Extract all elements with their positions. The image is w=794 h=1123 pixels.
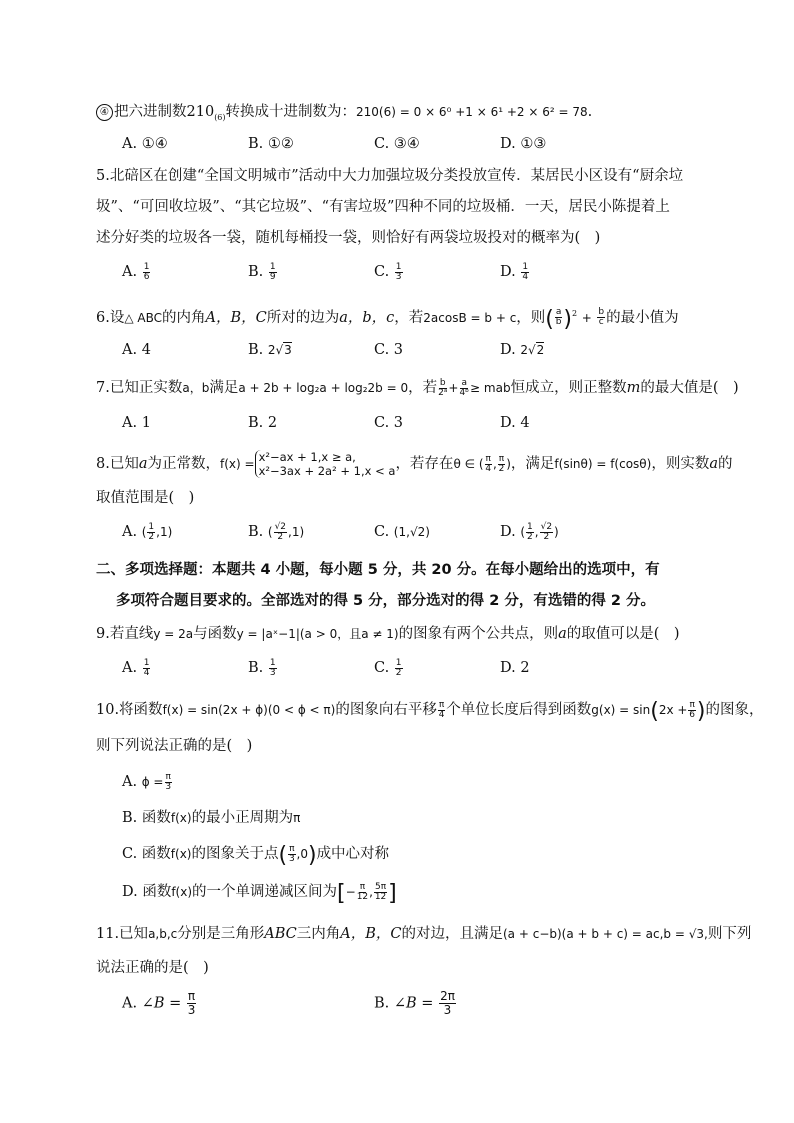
q6-stem: 6.设△ ABC的内角A，B，C所对的边为a，b，c，若2acosB = b + c，则( $\frac{a}{b}$ )$^2$ + $\frac{b}{c}$ 的最小值为 (96, 306, 679, 332)
q11-option-b: B. ∠B = $\frac{2\pi}{3}$ (374, 989, 455, 1017)
q9-option-d: D. 2 (500, 660, 530, 676)
q7-option-b: B. 2 (248, 415, 278, 431)
q6-option-a: A. 4 (122, 342, 151, 358)
section-2-line-2: 多项符合题目要求的。全部选对的得 5 分，部分选对的得 2 分，有选错的得 2 分。 (116, 593, 656, 609)
q10-option-a: A. ϕ = $\frac{\pi}{3}$ (122, 771, 172, 792)
q5-line-1: 5.北碚区在创建“全国文明城市”活动中大力加强垃圾分类投放宣传．某居民小区设有“厨余垃 (96, 168, 684, 184)
q4-option-d: D. ①③ (500, 136, 547, 152)
q10-line-2: 则下列说法正确的是( ) (96, 738, 253, 754)
q8-line-2: 取值范围是( ) (96, 490, 195, 506)
q7-option-c: C. 3 (374, 415, 404, 431)
q11-line-2: 说法正确的是( ) (96, 960, 209, 976)
q8-option-b: B. ( $\frac{√2}{2}$ ,1) (248, 521, 305, 542)
q5-line-2: 圾”、“可回收垃圾”、“其它垃圾”、“有害垃圾”四种不同的垃圾桶．一天，居民小陈提着上 (96, 199, 670, 215)
circled-number: ④ (96, 104, 113, 121)
q5-option-b: B. $\frac{1}{9}$ (248, 261, 276, 282)
q5-option-a: A. $\frac{1}{6}$ (122, 261, 150, 282)
q11-option-a: A. ∠B = $\frac{\pi}{3}$ (122, 989, 196, 1017)
q6-option-b: B. 2√3 (248, 342, 292, 358)
q8-stem: 8.已知a为正常数，f(x) = x²−ax + 1,x ≥ a, x²−3ax + 2a² + 1,x < a，若存在θ ∈ ( $\frac{\pi}{4}$ , $\frac{\pi}{2}$ )，满足f(sinθ) = f(cosθ)，则实数a的 (96, 450, 733, 478)
q11-stem: 11.已知a,b,c分别是三角形ABC三内角A，B，C的对边，且满足(a + c−b)(a + b + c) = ac,b = √3,则下列 (96, 926, 752, 942)
q5-option-c: C. $\frac{1}{3}$ (374, 261, 402, 282)
section-2-line-1: 二、多项选择题：本题共 4 小题，每小题 5 分，共 20 分。在每小题给出的选项中，有 (96, 562, 660, 578)
q7-stem: 7.已知正实数a，b满足a + 2b + log₂a + log₂2b = 0，若 $\frac{b}{\text{2ᵃ}}$ + $\frac{a}{\text{4ᵇ}}$ ≥ mab恒成立，则正整数m的最大值是( ) (96, 377, 739, 398)
q8-option-c: C. (1,√2) (374, 524, 430, 540)
q6-option-c: C. 3 (374, 342, 404, 358)
q10-option-c: C. 函数f(x)的图象关于点( $\frac{\pi}{3}$ ,0)成中心对称 (122, 843, 390, 868)
q7-option-a: A. 1 (122, 415, 151, 431)
q4-option-a: A. ①④ (122, 136, 168, 152)
q10-option-b: B. 函数f(x)的最小正周期为π (122, 810, 301, 826)
q10-stem: 10.将函数f(x) = sin(2x + ϕ)(0 < ϕ < π)的图象向右平移 $\frac{\pi}{4}$ 个单位长度后得到函数g(x) = sin(2x + $\frac{\pi}{6}$ )的图象， (96, 699, 764, 724)
q8-option-d: D. ( $\frac{1}{2}$ , $\frac{√2}{2}$ ) (500, 521, 559, 542)
q6-option-d: D. 2√2 (500, 342, 545, 358)
q5-option-d: D. $\frac{1}{4}$ (500, 261, 529, 282)
q9-option-b: B. $\frac{1}{3}$ (248, 657, 276, 678)
q4-option-c: C. ③④ (374, 136, 420, 152)
q5-line-3: 述分好类的垃圾各一袋，随机每桶投一袋，则恰好有两袋垃圾投对的概率为( ) (96, 230, 601, 246)
q4-option-b: B. ①② (248, 136, 294, 152)
q8-option-a: A. ( $\frac{1}{2}$ ,1) (122, 521, 173, 542)
q4-item-4: ④ 把六进制数$210_{(6)}$转换成十进制数为：210(6) = 0 × 6⁰ +1 × 6¹ +2 × 6² = 78. (96, 102, 704, 128)
q9-option-c: C. $\frac{1}{2}$ (374, 657, 402, 678)
q9-option-a: A. $\frac{1}{4}$ (122, 657, 150, 678)
q7-option-d: D. 4 (500, 415, 530, 431)
q9-stem: 9.若直线y = 2a与函数y = |aˣ−1|(a > 0，且a ≠ 1)的图象有两个公共点，则a的取值可以是( ) (96, 626, 680, 642)
q10-option-d: D. 函数f(x)的一个单调递减区间为[− $\frac{\pi}{12}$ , $\frac{5\pi}{12}$ ] (122, 881, 397, 906)
